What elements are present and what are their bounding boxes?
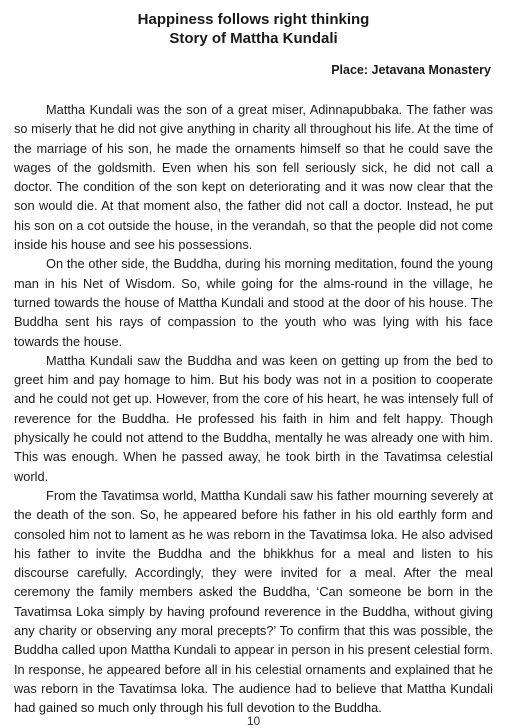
page-number: 10 <box>246 714 261 728</box>
story-body <box>14 100 493 718</box>
paragraph-1: Mattha Kundali was the son of a great miser, Adinnapubbaka. The father was so miserly that he did not give anything in charity all throughout his life. At the time of the marriage of his son, he made the ornaments himself so that he could save the wages of the goldsmith. Even when his son fell seriously sick, he did not call a doctor. The condition of the son kept on deteriorating and it was now clear that the son would die. At that moment also, the father did not call a doctor. Instead, he put his son on a cot outside the house, in the verandah, so that the people did not come inside his house and see his possessions. <box>14 102 493 253</box>
place-label: Place: Jetavana Monastery <box>331 63 491 77</box>
paragraph-4: From the Tavatimsa world, Mattha Kundali saw his father mourning severely at the death of the son. So, he appeared before his father in his old earthly form and consoled him not to lament as he was reborn in the Tavatimsa loka. He also advised his father to invite the Buddha and the bhikkhus for a meal and listen to his discourse carefully. Accordingly, they were invited for a meal. After the meal ceremony the family members asked the Buddha, ‘Can someone be born in the Tavatimsa Loka simply by having profound reverence in the Buddha, without giving any charity or observing any moral precepts?’ To confirm that this was possible, the Buddha called upon Mattha Kundali to appear in person in his present celestial form. In response, he appeared before all in his celestial ornaments and explained that he was reborn in the Tavatimsa loka. The audience had to believe that Mattha Kundali had gained so much only through his full devotion to the Buddha. <box>14 487 493 716</box>
story-title: Story of Mattha Kundali <box>169 30 338 47</box>
page-title: Happiness follows right thinking <box>137 11 370 28</box>
paragraph-3: Mattha Kundali saw the Buddha and was keen on getting up from the bed to greet him and pay homage to him. But his body was not in a position to cooperate and he could not get up. However, from the core of his heart, he was intensely full of reverence for the Buddha. He professed his faith in him and felt happy. Though physically he could not attend to the Buddha, mentally he was already one with him. This was enough. When he passed away, he took birth in the Tavatimsa celestial world. <box>14 352 493 484</box>
paragraph-2: On the other side, the Buddha, during his morning meditation, found the young man in his Net of Wisdom. So, while going for the alms-round in the village, he turned towards the house of Mattha Kundali and stood at the door of his house. The Buddha sent his rays of compassion to the youth who was lying with his face towards the house. <box>14 256 493 349</box>
